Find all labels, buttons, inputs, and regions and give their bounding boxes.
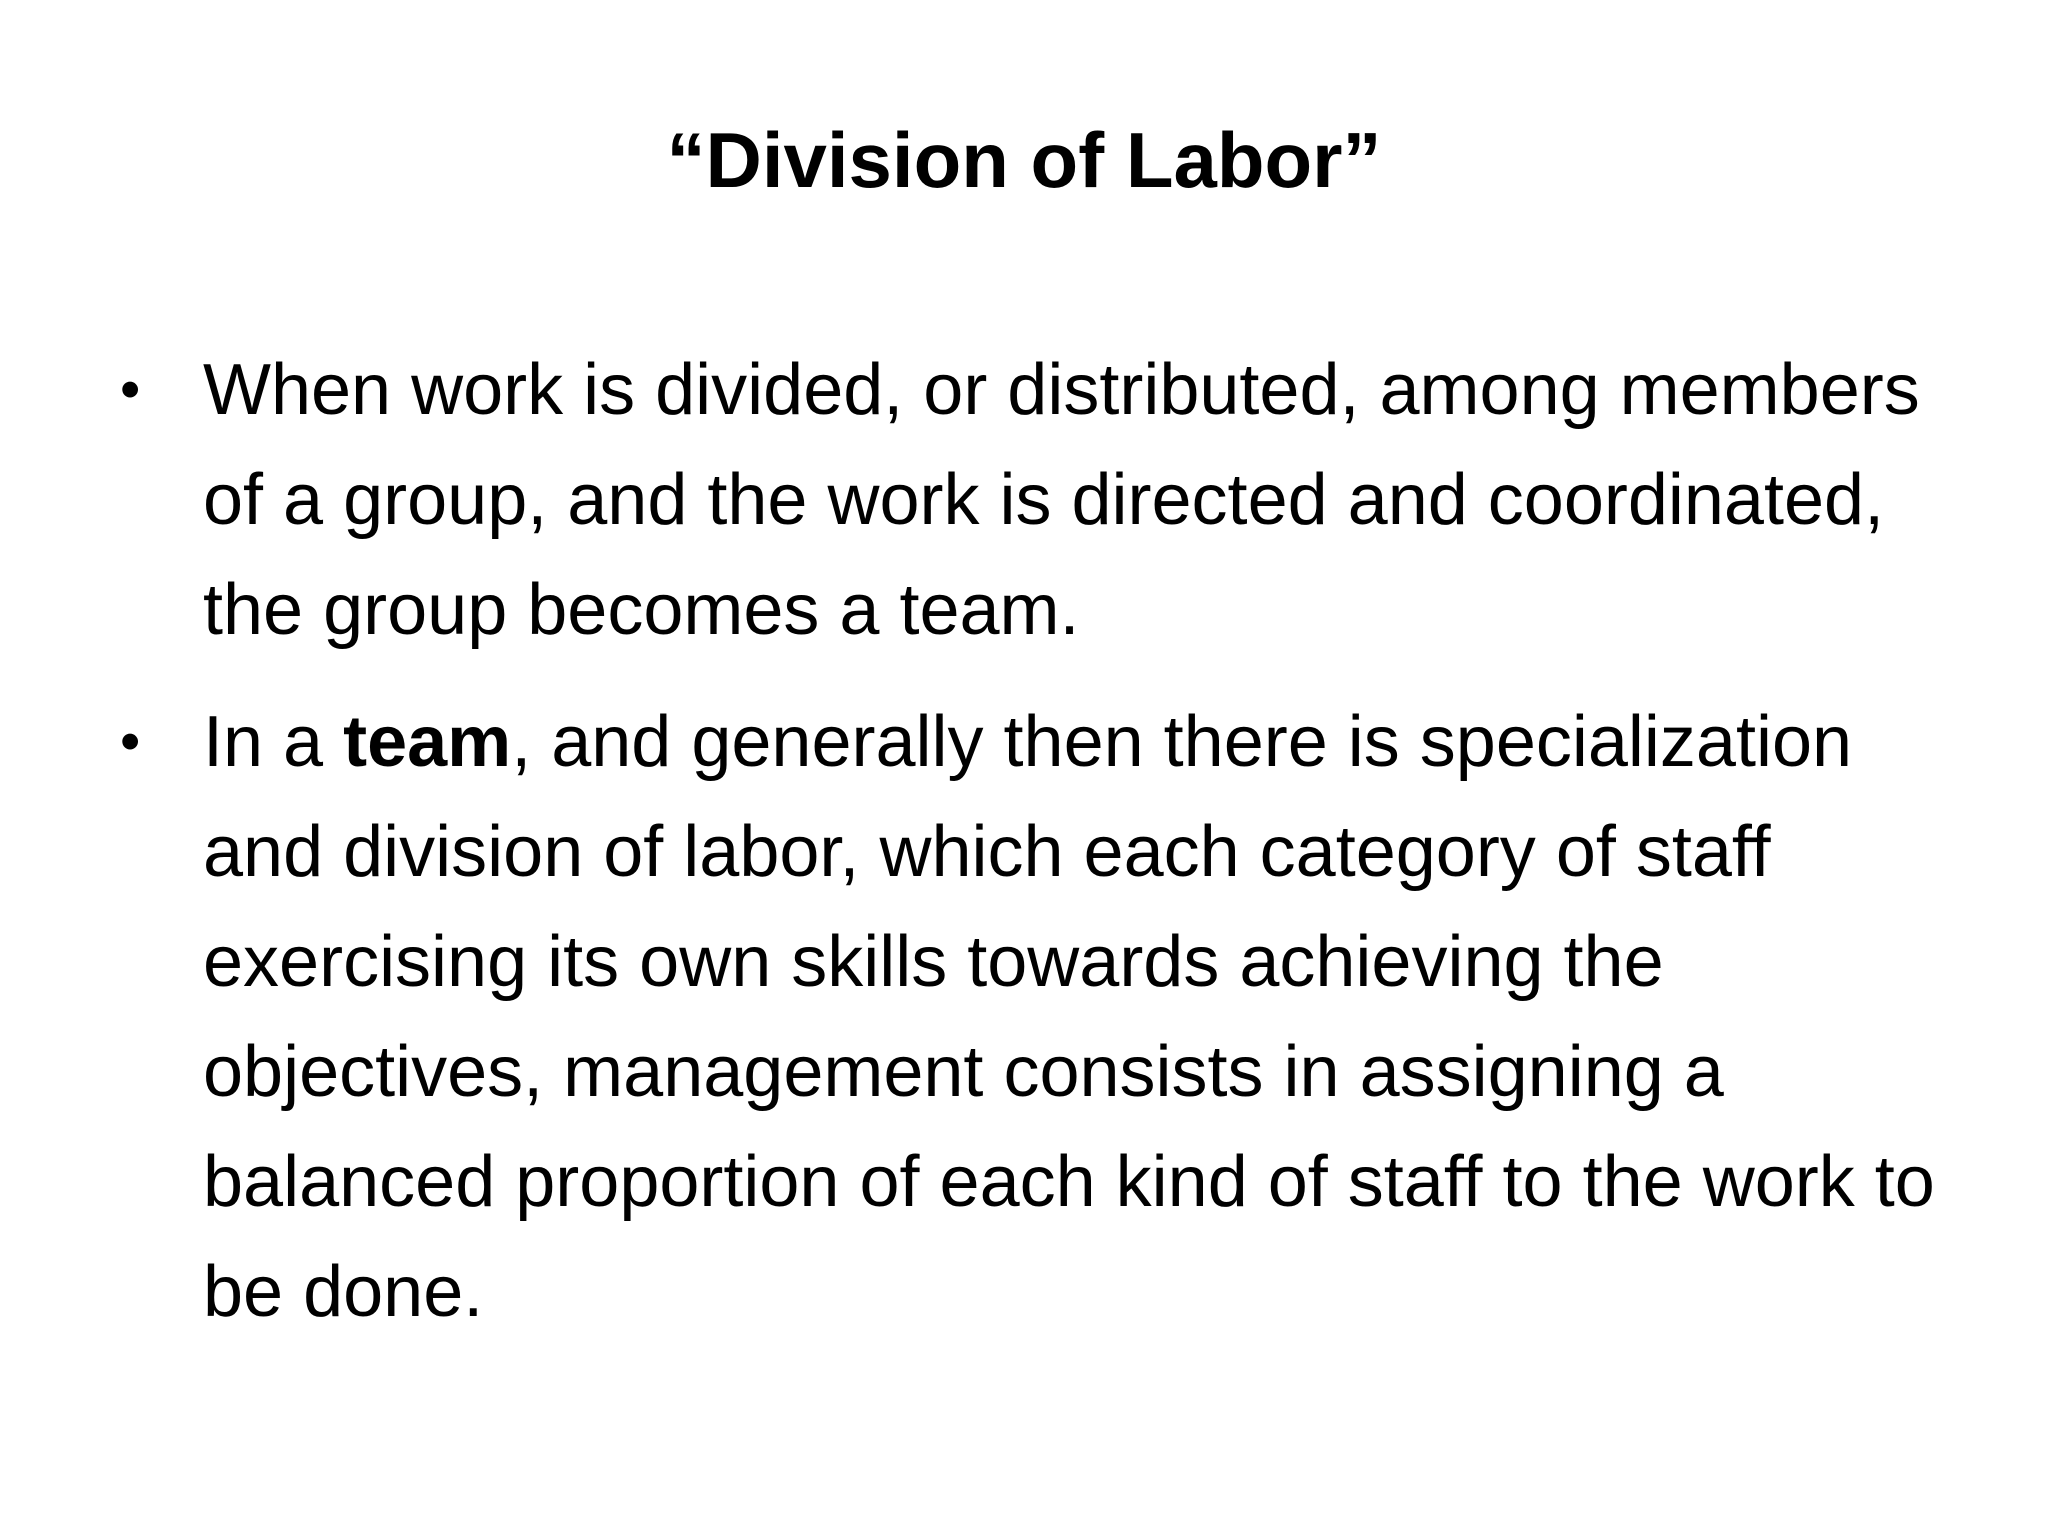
bullet-text-2 (203, 687, 1950, 1347)
bullet-text-2-suffix: , and generally then there is specialization and division of labor, which each category of staff exercising its own skills towards achieving the objectives, management consists in assigning a balanced proportion of each kind of staff to the work to be done. (203, 702, 1935, 1332)
bullet-dot-icon: • (120, 357, 141, 422)
bullet-list (120, 335, 1950, 1369)
bullet-text-2-bold-term: team (343, 702, 512, 782)
bullet-item-2 (120, 687, 1950, 1347)
bullet-text-2-prefix: In a (203, 702, 344, 782)
bullet-text-1: When work is divided, or distributed, among members of a group, and the work is directed and coordinated, the group becomes a team. (203, 350, 1920, 650)
bullet-dot-icon: • (120, 709, 141, 774)
bullet-item-1 (120, 335, 1950, 665)
slide-title: “Division of Labor” (666, 116, 1382, 204)
